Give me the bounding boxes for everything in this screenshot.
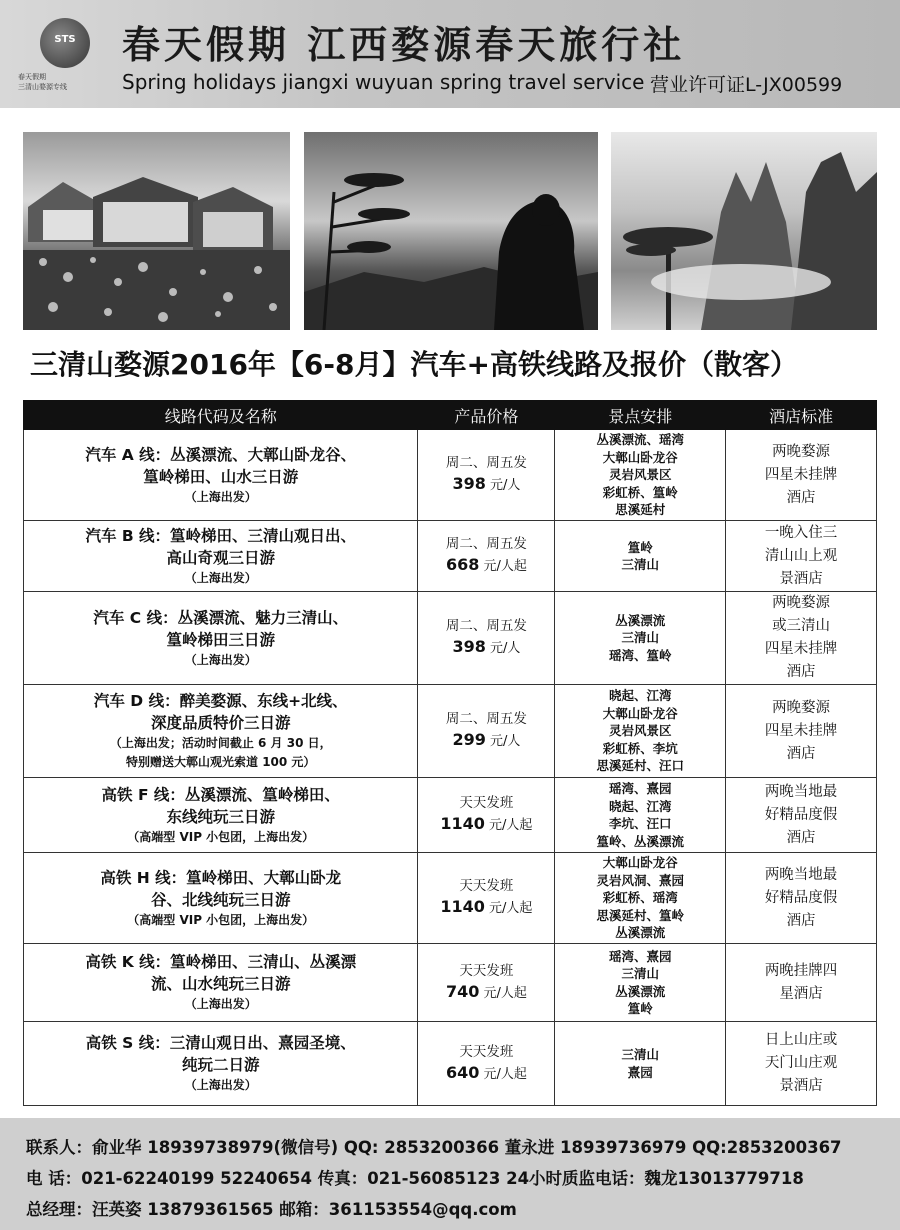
route-note: （上海出发） <box>184 489 257 504</box>
hotel-cell <box>726 685 877 778</box>
hotel-line: 日上山庄或 <box>764 1032 838 1048</box>
spots-cell <box>555 1022 726 1106</box>
manager-line: 总经理：汪英姿 13879361565 邮箱：361153554@qq.com <box>26 1200 517 1219</box>
hotel-line: 景酒店 <box>779 1078 823 1094</box>
contact-footer <box>0 1118 900 1230</box>
route-name-cont: 东线纯玩三日游 <box>166 807 275 826</box>
spot-item: 大鄣山卧龙谷 <box>602 705 678 721</box>
departure-days: 周二、周五发 <box>445 455 527 471</box>
route-price-table <box>23 400 877 1106</box>
hotel-line: 四星未挂牌 <box>764 466 838 483</box>
route-name-cont: 纯玩二日游 <box>181 1056 260 1074</box>
spot-item: 三清山 <box>621 557 659 572</box>
header-banner <box>0 0 900 108</box>
hotel-line: 一晚入住三 <box>764 524 838 541</box>
table-row <box>24 1022 877 1106</box>
hotel-line: 酒店 <box>786 489 816 506</box>
price-cell <box>418 1022 555 1106</box>
route-name: 汽车 C 线：丛溪漂流、魅力三清山、 <box>93 608 349 627</box>
spot-item: 灵岩风景区 <box>608 467 672 483</box>
table-header-row <box>24 401 877 430</box>
route-name-cell <box>24 521 418 592</box>
spot-item: 丛溪漂流 <box>615 925 666 941</box>
spots-cell <box>555 685 726 778</box>
route-name-cont: 高山奇观三日游 <box>166 548 275 567</box>
table-row <box>24 521 877 592</box>
table-row <box>24 944 877 1022</box>
price-cell <box>418 853 555 944</box>
route-name: 汽车 A 线：丛溪漂流、大鄣山卧龙谷、 <box>85 445 357 464</box>
spot-item: 篁岭、丛溪漂流 <box>596 833 684 849</box>
company-title-chinese: 春天假期 江西婺源春天旅行社 <box>122 22 686 67</box>
hotel-line: 四星未挂牌 <box>764 641 838 657</box>
spot-item: 彩虹桥、李坑 <box>602 740 678 756</box>
spot-item: 篁岭 <box>627 1001 653 1016</box>
spot-item: 彩虹桥、瑶湾 <box>602 890 678 906</box>
price-unit: 元/人起 <box>483 985 527 1001</box>
spot-item: 瑶湾、熹园 <box>608 948 672 964</box>
spot-item: 思溪延村、篁岭 <box>596 907 684 923</box>
phone-line: 电 话：021-62240199 52240654 传真：021-56085123 24小时质监电话：魏龙13013779718 <box>26 1169 804 1188</box>
mountain-silhouette-photo <box>304 132 598 330</box>
column-header-price: 产品价格 <box>418 401 555 430</box>
hotel-line: 四星未挂牌 <box>764 722 838 739</box>
route-name-cell <box>24 778 418 853</box>
price-cell <box>418 521 555 592</box>
spot-item: 三清山 <box>621 1047 659 1062</box>
spots-cell <box>555 944 726 1022</box>
route-name: 高铁 K 线：篁岭梯田、三清山、丛溪漂 <box>85 953 357 971</box>
table-row <box>24 592 877 685</box>
hotel-line: 好精品度假 <box>764 806 838 823</box>
route-name-cont: 深度品质特价三日游 <box>150 714 291 732</box>
route-name-cont: 谷、北线纯玩三日游 <box>150 890 291 909</box>
company-title-english: Spring holidays jiangxi wuyuan spring travel service <box>122 70 645 94</box>
route-note: （上海出发） <box>184 997 257 1011</box>
spot-item: 三清山 <box>621 630 659 646</box>
logo-subtitle-line-1: 春天假期 <box>18 73 46 81</box>
spot-item: 瑶湾、篁岭 <box>608 647 672 663</box>
departure-days: 周二、周五发 <box>445 536 527 552</box>
route-note: （高端型 VIP 小包团，上海出发） <box>127 829 315 844</box>
spots-cell <box>555 853 726 944</box>
hotel-line: 两晚婺源 <box>772 595 831 611</box>
spot-item: 瑶湾、熹园 <box>608 781 672 796</box>
route-note: （上海出发） <box>184 570 257 585</box>
column-header-route: 线路代码及名称 <box>24 401 418 430</box>
spots-cell <box>555 592 726 685</box>
route-name-cont: 篁岭梯田三日游 <box>166 630 275 649</box>
hotel-line: 两晚婺源 <box>772 443 831 460</box>
hotel-line: 星酒店 <box>779 985 823 1002</box>
spot-item: 熹园 <box>627 1064 653 1080</box>
pine-cliff-photo <box>611 132 877 330</box>
spot-item: 彩虹桥、篁岭 <box>602 484 678 500</box>
spot-item: 晓起、江湾 <box>608 688 672 704</box>
hotel-cell <box>726 521 877 592</box>
spot-item: 大鄣山卧龙谷 <box>602 449 678 465</box>
price-value: 398 <box>452 637 486 656</box>
hotel-line: 两晚当地最 <box>764 866 838 883</box>
spots-cell <box>555 521 726 592</box>
hotel-cell <box>726 853 877 944</box>
route-name-cell <box>24 1022 418 1106</box>
price-value: 299 <box>452 730 486 749</box>
hotel-cell <box>726 1022 877 1106</box>
route-name-cell <box>24 944 418 1022</box>
price-unit: 元/人 <box>489 734 521 749</box>
spot-item: 灵岩风景区 <box>608 723 672 739</box>
page-headline: 三清山婺源2016年【6-8月】汽车+高铁线路及报价（散客） <box>30 348 798 381</box>
table-row <box>24 853 877 944</box>
hotel-line: 酒店 <box>786 745 816 762</box>
village-photo <box>23 132 290 330</box>
route-name-cell <box>24 592 418 685</box>
hotel-line: 好精品度假 <box>764 889 838 906</box>
departure-days: 周二、周五发 <box>445 711 527 727</box>
price-unit: 元/人起 <box>489 818 533 833</box>
route-name: 高铁 F 线：丛溪漂流、篁岭梯田、 <box>101 785 340 804</box>
route-note: （上海出发） <box>184 652 257 667</box>
table-row <box>24 430 877 521</box>
spot-item: 丛溪漂流 <box>615 983 666 999</box>
route-name-cont: 流、山水纯玩三日游 <box>150 975 291 993</box>
price-unit: 元/人起 <box>483 559 527 574</box>
spot-item: 思溪延村 <box>615 502 666 518</box>
price-cell <box>418 685 555 778</box>
route-name: 高铁 H 线：篁岭梯田、大鄣山卧龙 <box>100 868 342 887</box>
spots-cell <box>555 430 726 521</box>
hotel-line: 天门山庄观 <box>764 1055 838 1071</box>
business-license: 营业许可证L-JX00599 <box>650 74 843 96</box>
route-name-cell <box>24 685 418 778</box>
price-unit: 元/人起 <box>483 1066 527 1082</box>
column-header-spots: 景点安排 <box>555 401 726 430</box>
route-name: 汽车 B 线：篁岭梯田、三清山观日出、 <box>85 526 357 545</box>
spot-item: 篁岭 <box>627 539 653 555</box>
route-note-extra: 特别赠送大鄣山观光索道 100 元） <box>126 755 316 769</box>
spot-item: 三清山 <box>621 966 659 981</box>
spot-item: 丛溪漂流 <box>615 612 666 628</box>
logo-text: STS <box>54 34 76 45</box>
departure-days: 天天发班 <box>459 878 514 894</box>
hotel-line: 景酒店 <box>779 570 823 587</box>
hotel-line: 酒店 <box>786 829 816 846</box>
contact-line: 联系人：俞业华 18939738979(微信号) QQ: 2853200366 董永进 18939736979 QQ:2853200367 <box>26 1138 842 1157</box>
spot-item: 丛溪漂流、瑶湾 <box>596 432 684 448</box>
price-unit: 元/人 <box>489 641 521 656</box>
hotel-cell <box>726 430 877 521</box>
departure-days: 天天发班 <box>459 1043 514 1060</box>
hotel-cell <box>726 778 877 853</box>
spot-item: 李坑、汪口 <box>608 816 672 831</box>
spot-item: 大鄣山卧龙谷 <box>602 855 678 871</box>
table-row <box>24 685 877 778</box>
price-value: 740 <box>445 981 480 1001</box>
hotel-line: 清山山上观 <box>764 547 838 564</box>
hotel-cell <box>726 592 877 685</box>
route-name-cell <box>24 853 418 944</box>
price-value: 640 <box>445 1062 480 1082</box>
route-name: 汽车 D 线：醉美婺源、东线+北线、 <box>93 692 348 710</box>
hotel-line: 两晚当地最 <box>764 783 838 800</box>
spot-item: 思溪延村、汪口 <box>596 758 684 774</box>
route-note: （高端型 VIP 小包团，上海出发） <box>127 912 315 927</box>
route-note: （上海出发；活动时间截止 6 月 30 日， <box>109 736 332 750</box>
company-logo <box>30 8 102 66</box>
route-name-cont: 篁岭梯田、山水三日游 <box>143 467 299 486</box>
spot-item: 晓起、江湾 <box>608 798 672 814</box>
departure-days: 天天发班 <box>459 795 514 811</box>
price-cell <box>418 944 555 1022</box>
price-cell <box>418 430 555 521</box>
price-value: 398 <box>452 474 486 493</box>
price-cell <box>418 592 555 685</box>
spots-cell <box>555 778 726 853</box>
price-unit: 元/人起 <box>489 901 533 916</box>
hotel-line: 酒店 <box>786 912 816 929</box>
column-header-hotel: 酒店标准 <box>726 401 877 430</box>
price-value: 1140 <box>440 814 485 833</box>
table-row <box>24 778 877 853</box>
hotel-line: 酒店 <box>786 664 816 680</box>
hotel-line: 或三清山 <box>772 618 831 634</box>
route-note: （上海出发） <box>184 1078 257 1092</box>
departure-days: 天天发班 <box>459 962 514 979</box>
price-value: 1140 <box>440 897 485 916</box>
hotel-cell <box>726 944 877 1022</box>
hotel-line: 两晚婺源 <box>772 699 831 716</box>
route-name: 高铁 S 线：三清山观日出、熹园圣境、 <box>85 1034 356 1052</box>
logo-subtitle <box>18 72 118 92</box>
route-name-cell <box>24 430 418 521</box>
spot-item: 灵岩风洞、熹园 <box>596 872 684 888</box>
price-cell <box>418 778 555 853</box>
hotel-line: 两晚挂牌四 <box>764 962 838 979</box>
departure-days: 周二、周五发 <box>445 618 527 634</box>
price-value: 668 <box>445 555 480 574</box>
price-unit: 元/人 <box>489 478 521 493</box>
logo-subtitle-line-2: 三清山婺源专线 <box>18 83 67 91</box>
